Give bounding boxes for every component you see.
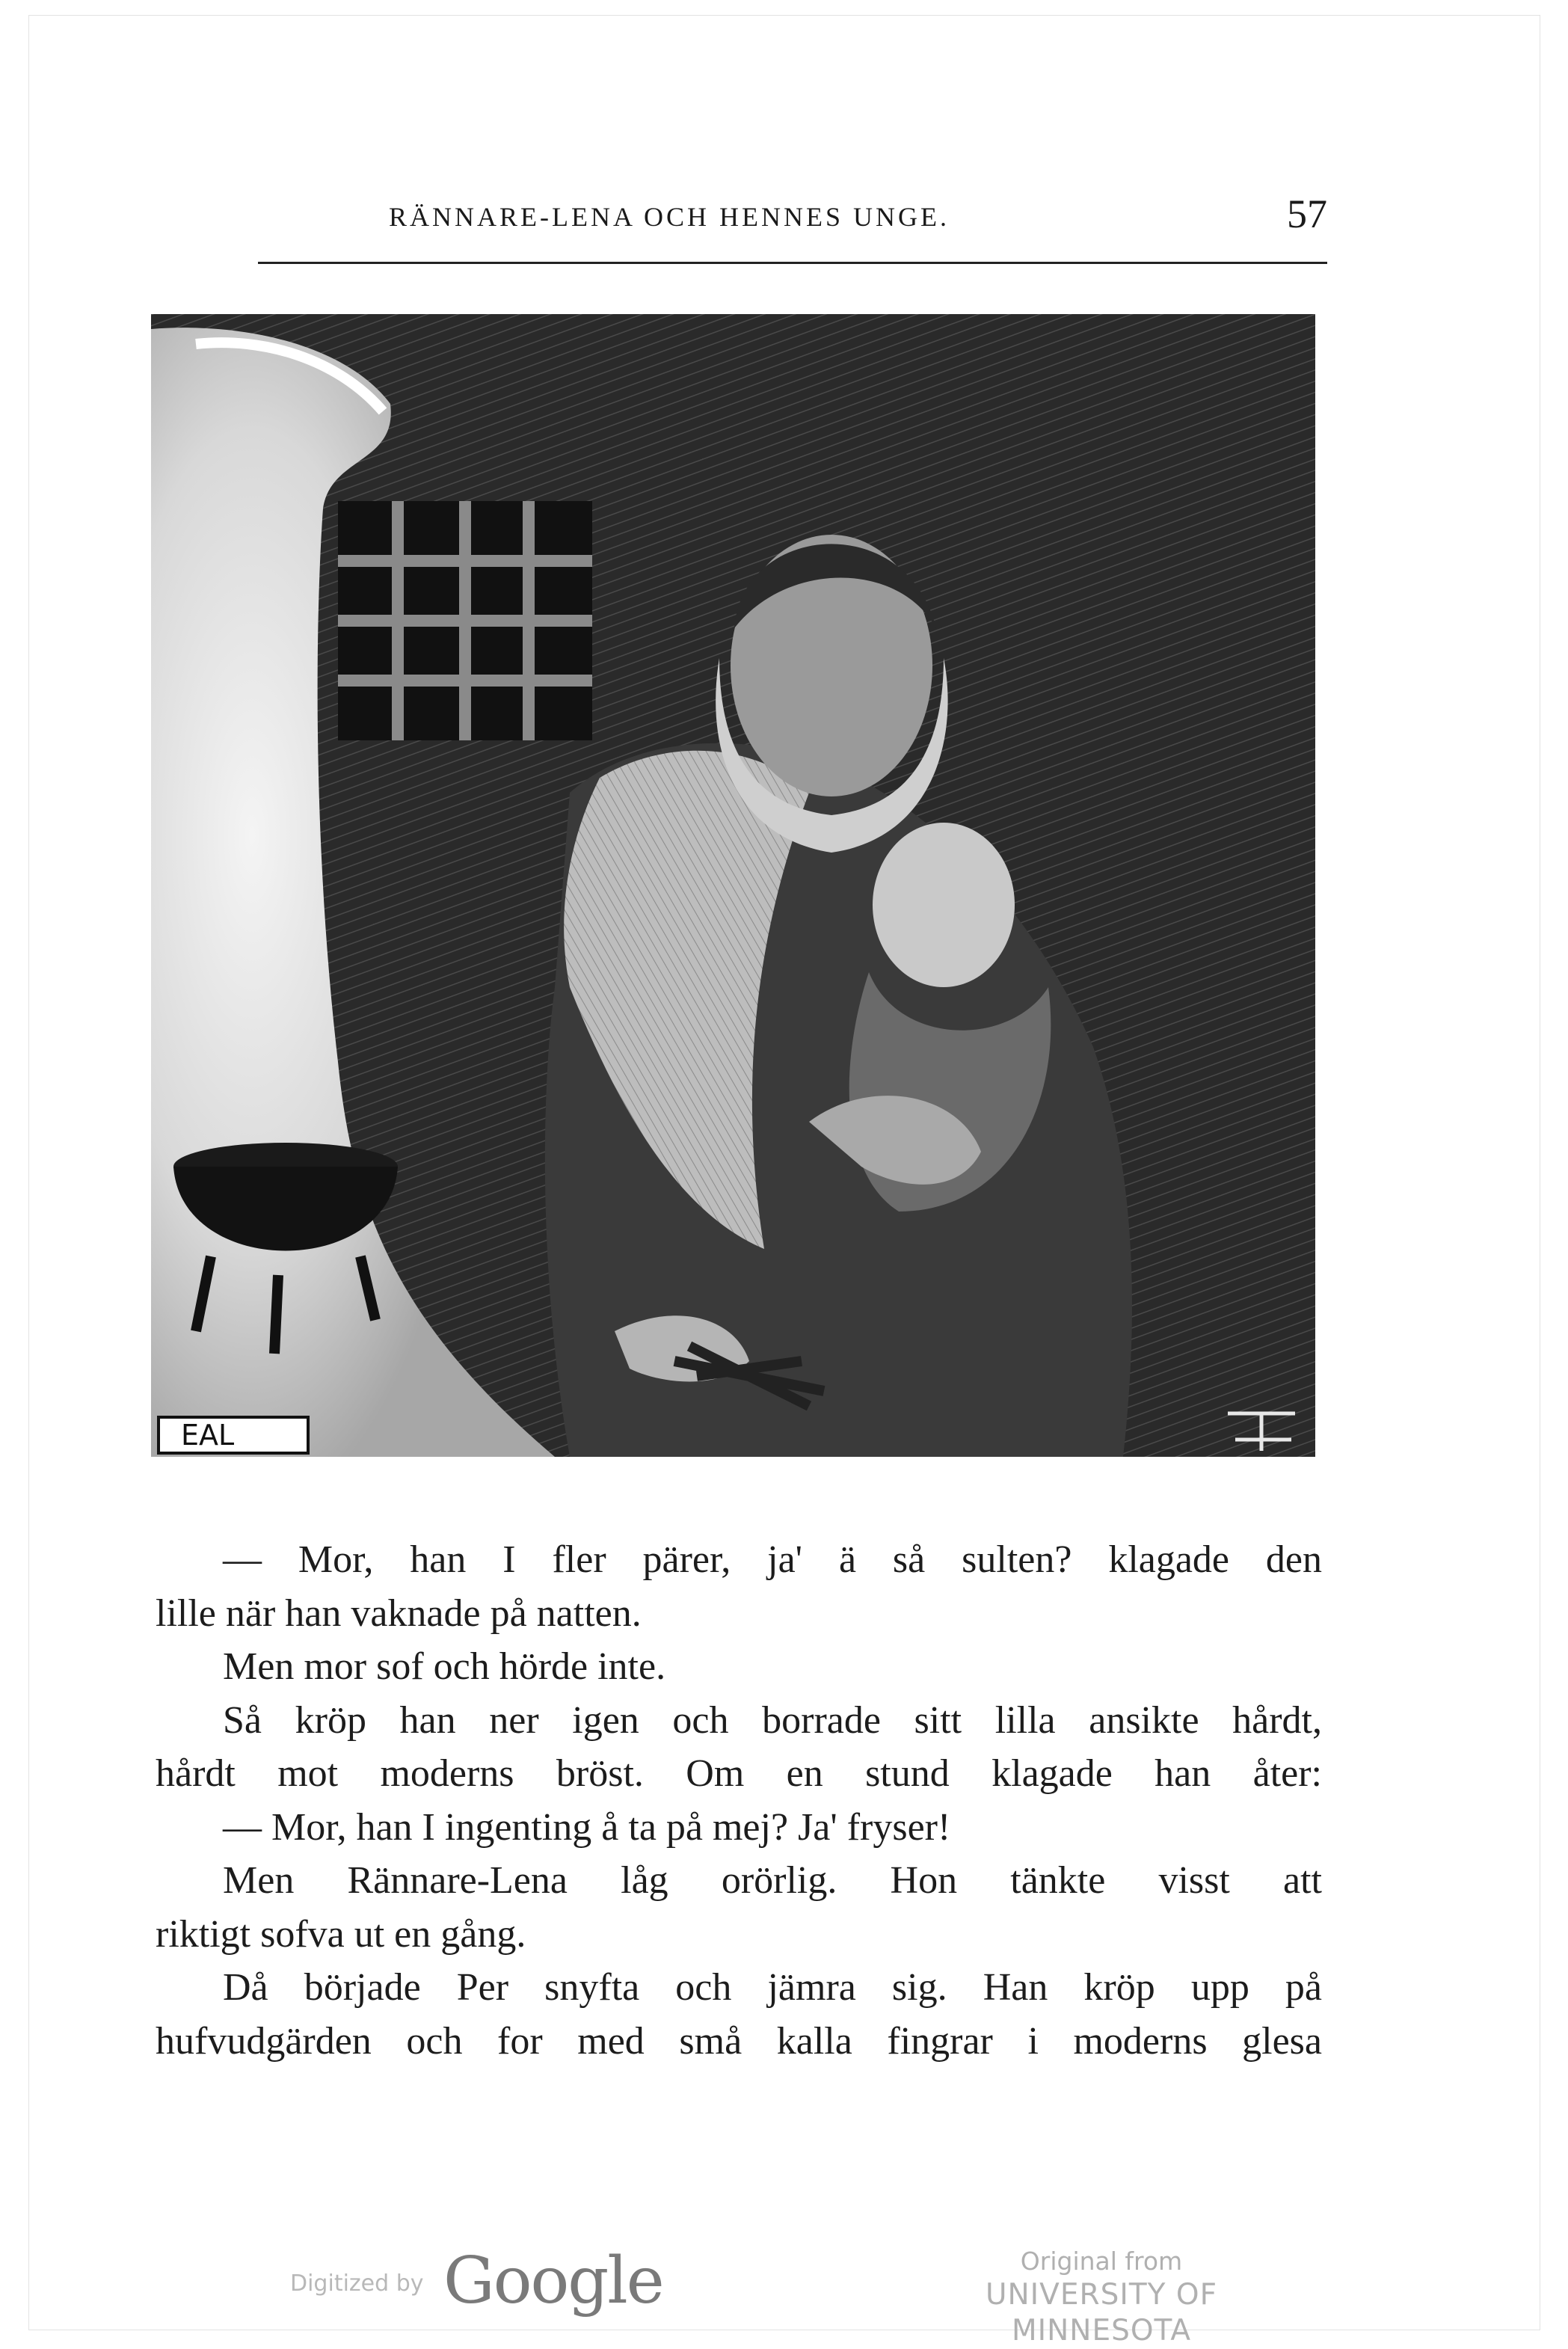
page-number: 57: [1287, 191, 1327, 236]
original-from-label: Original from: [1020, 2247, 1183, 2276]
body-text: [156, 1533, 1322, 2068]
running-head: [157, 191, 1327, 251]
university-label: UNIVERSITY OF MINNESOTA: [985, 2278, 1218, 2348]
digitized-by-label: Digitized by: [290, 2270, 424, 2297]
text-line-9: Då började Per snyfta och jämra sig. Han kröp upp på: [223, 1966, 1322, 2009]
text-line-3: Men mor sof och hörde inte.: [223, 1645, 666, 1688]
monogram-left-label: EAL: [181, 1419, 235, 1452]
text-line-8: riktigt sofva ut en gång.: [156, 1912, 526, 1956]
source-watermark: [903, 2246, 1300, 2349]
text-line-1: — Mor, han I fler pärer, ja' ä så sulten? klagade den: [223, 1538, 1322, 1581]
text-line-6: — Mor, han I ingenting å ta på mej? Ja' fryser!: [223, 1805, 951, 1849]
header-rule: [258, 262, 1327, 264]
illustration: [151, 314, 1315, 1457]
running-title: RÄNNARE-LENA OCH HENNES UNGE.: [389, 202, 950, 232]
text-line-5: hårdt mot moderns bröst. Om en stund klagade han åter:: [156, 1752, 1322, 1795]
text-line-4: Så kröp han ner igen och borrade sitt lilla ansikte hårdt,: [223, 1698, 1322, 1742]
text-line-2: lille när han vaknade på natten.: [156, 1591, 642, 1635]
text-line-10: hufvudgärden och for med små kalla fingrar i moderns glesa: [156, 2019, 1322, 2063]
text-line-7: Men Rännare-Lena låg orörlig. Hon tänkte visst att: [223, 1859, 1322, 1902]
illustration-drawing: [151, 314, 1315, 1457]
google-logo: Google: [443, 2244, 663, 2318]
